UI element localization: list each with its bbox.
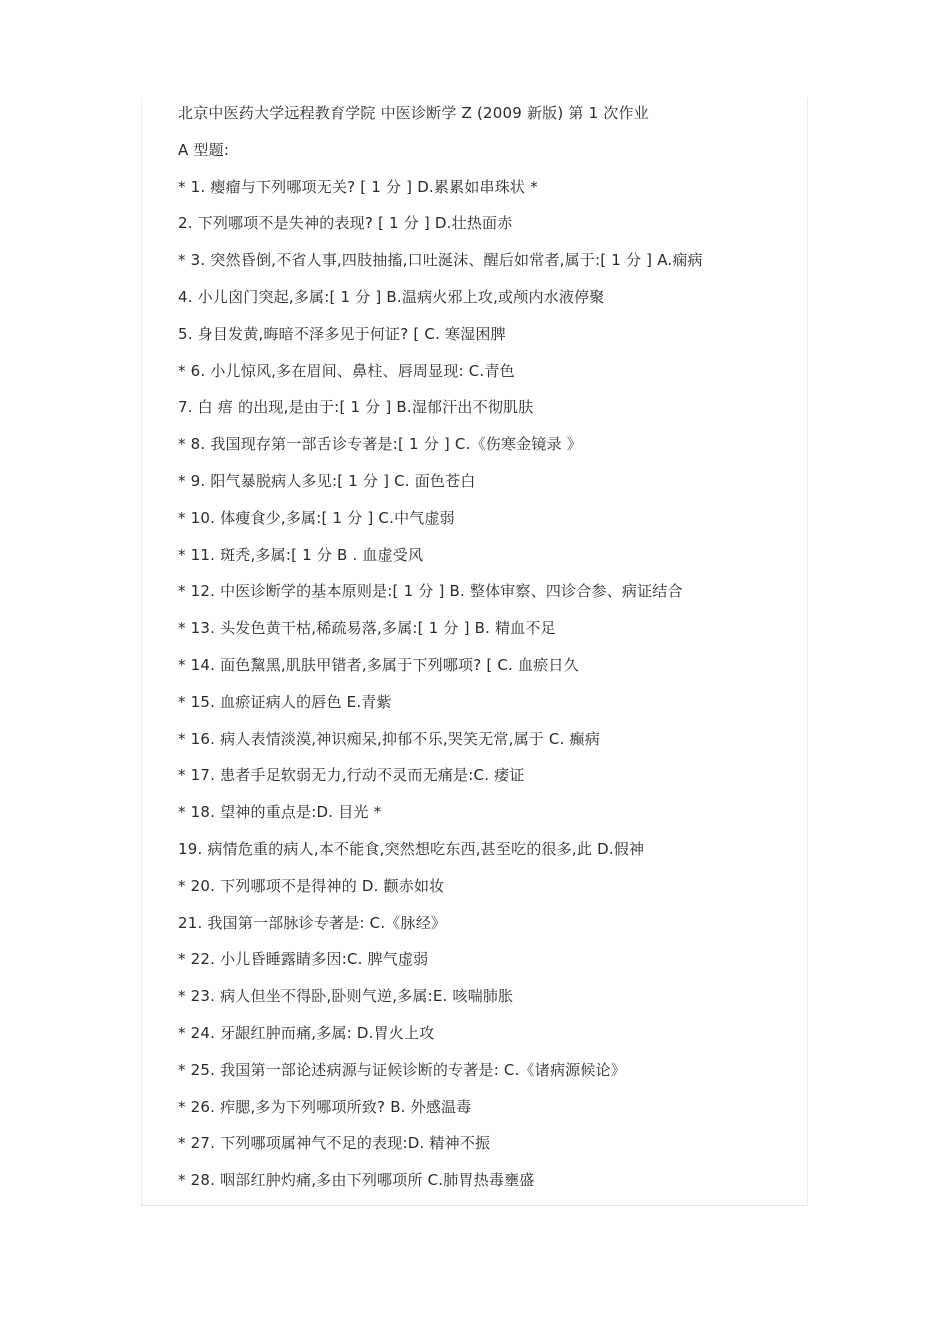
question-item: * 17. 患者手足软弱无力,行动不灵而无痛是:C. 痿证 — [178, 766, 525, 785]
document-body — [178, 100, 778, 1204]
question-item: * 18. 望神的重点是:D. 目光 * — [178, 803, 382, 822]
question-item: * 23. 病人但坐不得卧,卧则气逆,多属:E. 咳喘肺胀 — [178, 987, 514, 1006]
document-title: 北京中医药大学远程教育学院 中医诊断学 Z (2009 新版) 第 1 次作业 — [178, 104, 649, 122]
question-item: 4. 小儿囟门突起,多属:[ 1 分 ] B.温病火邪上攻,或颅内水液停聚 — [178, 287, 605, 306]
question-item: * 27. 下列哪项属神气不足的表现:D. 精神不振 — [178, 1134, 491, 1153]
question-item: * 1. 瘿瘤与下列哪项无关? [ 1 分 ] D.累累如串珠状 * — [178, 177, 538, 196]
question-list — [178, 174, 778, 1204]
question-item: * 28. 咽部红肿灼痛,多由下列哪项所 C.肺胃热毒壅盛 — [178, 1171, 535, 1190]
question-item: * 13. 头发色黄干枯,稀疏易落,多属:[ 1 分 ] B. 精血不足 — [178, 619, 556, 638]
question-item: 7. 白 痦 的出现,是由于:[ 1 分 ] B.湿郁汗出不彻肌肤 — [178, 398, 534, 417]
question-item: * 16. 病人表情淡漠,神识痴呆,抑郁不乐,哭笑无常,属于 C. 癫病 — [178, 729, 600, 748]
question-item: 19. 病情危重的病人,本不能食,突然想吃东西,甚至吃的很多,此 D.假神 — [178, 839, 645, 858]
question-item: * 11. 斑秃,多属:[ 1 分 B . 血虚受风 — [178, 545, 424, 564]
section-heading: A 型题: — [178, 140, 230, 159]
question-item: * 8. 我国现存第一部舌诊专著是:[ 1 分 ] C.《伤寒金镜录 》 — [178, 435, 582, 454]
question-item: * 24. 牙龈红肿而痛,多属: D.胃火上攻 — [178, 1023, 435, 1042]
question-item: * 14. 面色黧黑,肌肤甲错者,多属于下列哪项? [ C. 血瘀日久 — [178, 655, 579, 674]
question-item: * 22. 小儿昏睡露睛多因:C. 脾气虚弱 — [178, 950, 429, 969]
question-item: * 20. 下列哪项不是得神的 D. 颧赤如妆 — [178, 876, 445, 895]
question-item: * 3. 突然昏倒,不省人事,四肢抽搐,口吐涎沫、醒后如常者,属于:[ 1 分 ] A.痫病 — [178, 251, 703, 270]
question-item: * 25. 我国第一部论述病源与证候诊断的专著是: C.《诸病源候论》 — [178, 1060, 626, 1079]
question-item: * 26. 痄腮,多为下列哪项所致? B. 外感温毒 — [178, 1097, 472, 1116]
question-item: 21. 我国第一部脉诊专著是: C.《脉经》 — [178, 913, 447, 932]
question-item: * 10. 体瘦食少,多属:[ 1 分 ] C.中气虚弱 — [178, 508, 455, 527]
question-item: * 12. 中医诊断学的基本原则是:[ 1 分 ] B. 整体审察、四诊合参、病证结合 — [178, 582, 683, 601]
question-item: 2. 下列哪项不是失神的表现? [ 1 分 ] D.壮热面赤 — [178, 214, 513, 233]
question-item: * 9. 阳气暴脱病人多见:[ 1 分 ] C. 面色苍白 — [178, 471, 476, 490]
question-item: * 15. 血瘀证病人的唇色 E.青紫 — [178, 692, 392, 711]
question-item: 5. 身目发黄,晦暗不泽多见于何证? [ C. 寒湿困脾 — [178, 324, 506, 343]
question-item: * 6. 小儿惊风,多在眉间、鼻柱、唇周显现: C.青色 — [178, 361, 515, 380]
